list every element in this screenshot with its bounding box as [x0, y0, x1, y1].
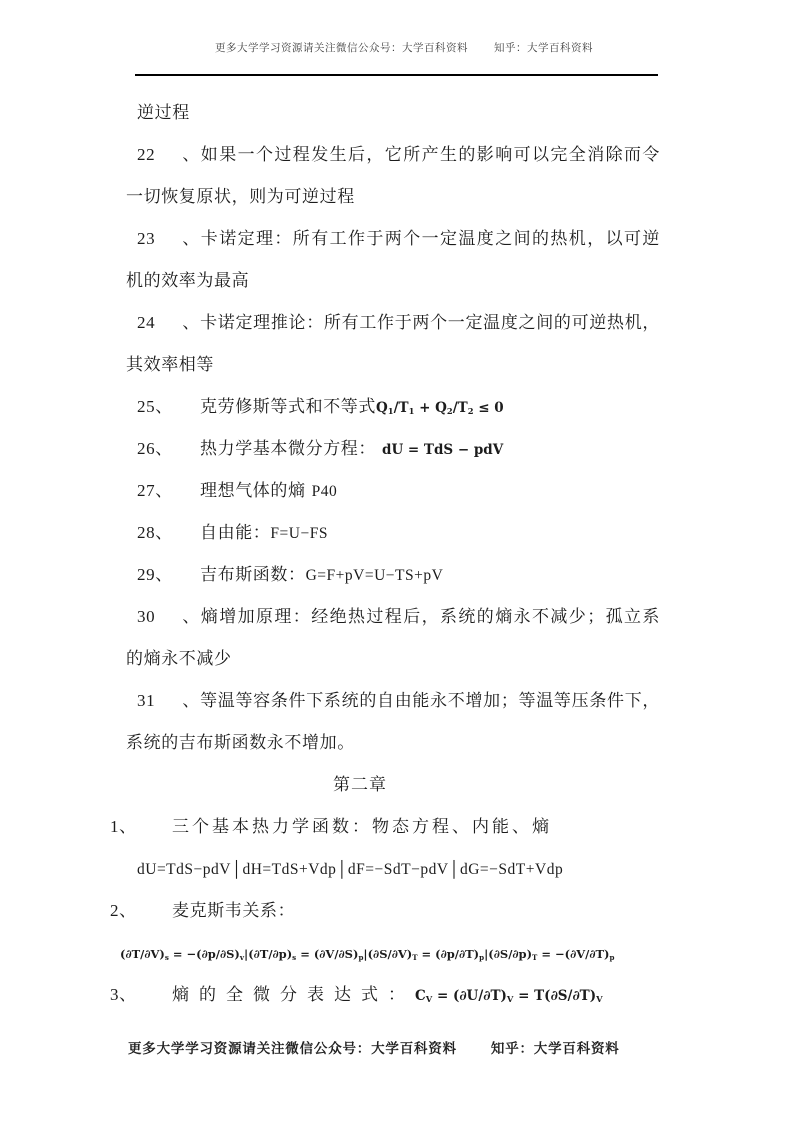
line-text: 吉布斯函数：: [200, 565, 306, 584]
doc-line-reverse-process: 逆过程: [137, 103, 190, 122]
page-footer: [128, 1040, 620, 1057]
item-number: 31、: [137, 691, 200, 710]
doc-line-item-28: [126, 512, 660, 554]
doc-line-item-31-cont: 系统的吉布斯函数永不增加。: [126, 733, 355, 752]
doc-line-item-23-cont: 机的效率为最高: [126, 271, 250, 290]
item-number: 28、: [137, 523, 173, 542]
item-number: 22、: [137, 145, 200, 164]
doc-line-item-24: [126, 302, 660, 344]
header-wechat-note: 更多大学学习资源请关注微信公众号：大学百科资料: [215, 43, 468, 54]
doc-line-item-23: [126, 218, 660, 260]
footer-wechat-note: 更多大学学习资源请关注微信公众号：大学百科资料: [128, 1041, 457, 1056]
doc-line-item-30: [126, 596, 660, 638]
doc-line-ch2-item-1: [110, 806, 660, 848]
page-header: [215, 42, 593, 56]
item-number: 23、: [137, 229, 200, 248]
doc-line-item-29: [126, 554, 660, 596]
item-number: 26、: [137, 439, 173, 458]
item-number: 24、: [137, 313, 200, 332]
doc-line-item-27: [126, 470, 660, 512]
doc-line-item-31: [126, 680, 660, 722]
clausius-inequality-formula: $Q_1/T_1 + Q_2/T_2 \le 0$: [376, 400, 504, 417]
maxwell-relations-line: [120, 932, 660, 974]
item-number: 2、: [110, 901, 137, 920]
line-text: 麦克斯韦关系：: [172, 901, 296, 920]
doc-line-item-25: [126, 386, 660, 428]
maxwell-relations-formula: $(\partial T/\partial V)_s = -(\partial p/\partial S)_v|(\partial T/\partial p)_s = (\partial V/\partial S)_p|(\partial S/\partial V)_T = (\partial p/\partial T)_p|(\partial S/\partial p)_T = -(\partial V/\partial T)_p$: [120, 947, 615, 962]
chapter-2-heading: 第二章: [333, 775, 387, 794]
gibbs-function-formula: G=F+pV=U−TS+pV: [305, 567, 444, 584]
free-energy-formula: F=U−FS: [270, 525, 328, 542]
line-text: 等温等容条件下系统的自由能永不增加；等温等压条件下，: [200, 691, 660, 710]
line-text: 热力学基本微分方程：: [200, 439, 376, 458]
doc-line-item-26: [126, 428, 660, 470]
line-text: 克劳修斯等式和不等式: [200, 397, 376, 416]
header-divider: [135, 74, 658, 76]
doc-line-item-22-cont: 一切恢复原状，则为可逆过程: [126, 187, 355, 206]
item-number: 25、: [137, 397, 173, 416]
item-number: 30、: [137, 607, 200, 626]
line-text: 自由能：: [200, 523, 271, 542]
doc-line-item-24-cont: 其效率相等: [126, 355, 214, 374]
entropy-differential-formula: $C_V = (\partial U/\partial T)_V = T(\partial S/\partial T)_V$: [415, 988, 603, 1005]
line-text: 熵的全微分表达式：: [172, 985, 415, 1004]
item-number: 3、: [110, 985, 137, 1004]
thermo-potentials-formula-line: [126, 848, 660, 890]
doc-line-item-22: [126, 134, 660, 176]
item-number: 1、: [110, 817, 137, 836]
item-number: 29、: [137, 565, 173, 584]
line-text: 卡诺定理推论：所有工作于两个一定温度之间的可逆热机，: [200, 313, 660, 332]
item-number: 27、: [137, 481, 173, 500]
doc-line-ch2-item-2: [110, 890, 660, 932]
footer-zhihu-note: 知乎：大学百科资料: [490, 1041, 620, 1056]
header-zhihu-note: 知乎：大学百科资料: [494, 43, 593, 54]
line-text: 卡诺定理：所有工作于两个一定温度之间的热机，以可逆: [200, 229, 660, 248]
doc-line-ch2-item-3: [110, 974, 660, 1016]
page-ref: P40: [311, 483, 338, 500]
document-body: [110, 92, 660, 1016]
line-text: 理想气体的熵: [200, 481, 306, 500]
line-text: 熵增加原理：经绝热过程后，系统的熵永不减少；孤立系: [200, 607, 660, 626]
thermo-differential-formula: dU = TdS − pdV: [382, 442, 504, 458]
thermo-potentials-formula: dU=TdS−pdV│dH=TdS+Vdp│dF=−SdT−pdV│dG=−SdT+Vdp: [137, 861, 564, 878]
doc-line-item-30-cont: 的熵永不减少: [126, 649, 232, 668]
line-text: 三个基本热力学函数：物态方程、内能、熵: [172, 817, 552, 836]
line-text: 如果一个过程发生后，它所产生的影响可以完全消除而令: [200, 145, 660, 164]
